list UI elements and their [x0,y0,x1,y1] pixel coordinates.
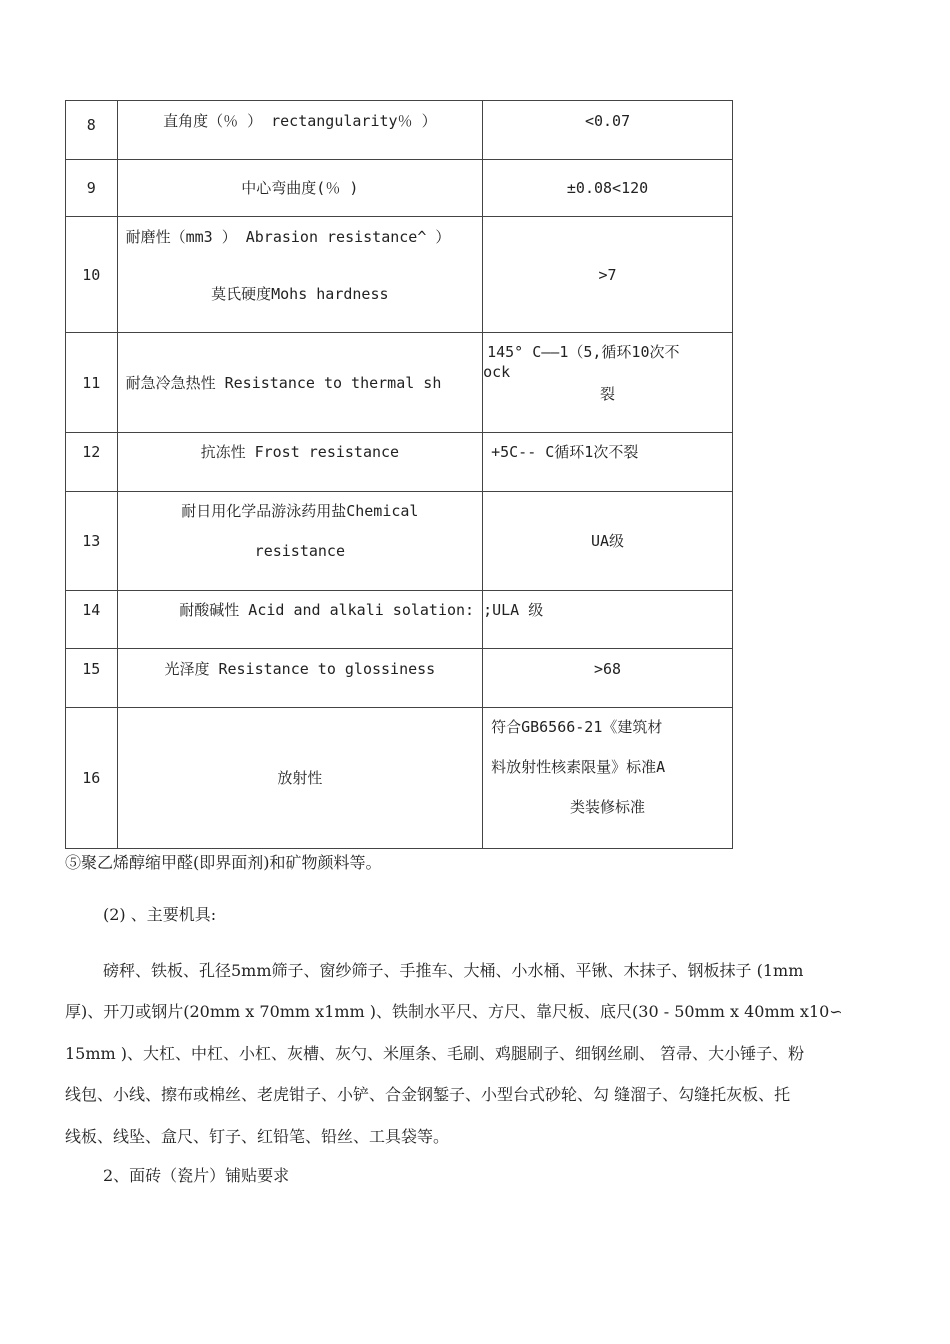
table-row [66,333,733,433]
value-cell [483,708,733,849]
section-heading-tools: (2) 、主要机具: [103,905,217,924]
value-cell: UA级 [483,492,733,591]
value-cell: ±0.08<120 [483,160,733,217]
row-number: 13 [66,492,118,591]
value-line: 145° C——1（5,循环10次不 [487,343,680,361]
row-number: 14 [66,591,118,649]
item-cell [117,217,482,333]
section-heading-tiling: 2、面砖（瓷片）铺贴要求 [103,1166,290,1185]
tools-line: 线包、小线、擦布或棉丝、老虎钳子、小铲、合金钢錾子、小型台式砂轮、勾 缝溜子、勾缝托灰板、托 [65,1085,791,1104]
item-line: resistance [254,542,345,560]
row-number: 11 [66,333,118,433]
value-line: 类装修标准 [570,798,646,816]
table-row [66,649,733,708]
item-cell: 直角度（％ ） rectangularity％ ） [117,101,482,160]
table-row [66,591,733,649]
table-row [66,217,733,333]
tools-line: 厚)、开刀或钢片(20mm x 70mm x1mm )、铁制水平尺、方尺、靠尺板、底尺(30 - 50mm x 40mm x10∽ [65,1002,843,1021]
value-cell: ;ULA 级 [483,591,733,649]
item-cell: 光泽度 Resistance to glossiness [117,649,482,708]
table-row [66,433,733,492]
table-row [66,101,733,160]
table-row [66,708,733,849]
item-line: 耐日用化学品游泳药用盐Chemical [181,502,419,520]
value-line: 料放射性核素限量》标准A [491,758,666,776]
row-number: 8 [66,101,118,160]
value-cell: >7 [483,217,733,333]
value-line: 裂 [600,385,616,403]
paragraph-materials: ⑤聚乙烯醇缩甲醛(即界面剂)和矿物颜料等。 [65,853,382,872]
tools-line: 线板、线坠、盒尺、钉子、红铅笔、铅丝、工具袋等。 [65,1127,450,1146]
item-cell: 抗冻性 Frost resistance [117,433,482,492]
table-row [66,160,733,217]
row-number: 10 [66,217,118,333]
item-cell: 中心弯曲度(％ ) [117,160,482,217]
item-cell [117,492,482,591]
row-number: 16 [66,708,118,849]
tools-line: 磅秤、铁板、孔径5mm筛子、窗纱筛子、手推车、大桶、小水桶、平锹、木抹子、钢板抹子 (1mm [103,961,804,980]
value-cell [483,333,733,433]
row-number: 9 [66,160,118,217]
value-cell: +5C-- C循环1次不裂 [483,433,733,492]
value-cell: >68 [483,649,733,708]
spec-table [65,100,733,849]
value-line: 符合GB6566-21《建筑材 [491,718,663,736]
item-line: 莫氏硬度Mohs hardness [211,285,389,303]
value-cell: <0.07 [483,101,733,160]
row-number: 12 [66,433,118,492]
tools-line: 15mm )、大杠、中杠、小杠、灰槽、灰勺、米厘条、毛刷、鸡腿刷子、细钢丝刷、 笤帚、大小锤子、粉 [65,1044,805,1063]
item-line: 耐磨性（mm3 ） Abrasion resistance^ ） [125,228,451,246]
table-row [66,492,733,591]
item-cell: 耐急冷急热性 Resistance to thermal sh [117,333,482,433]
value-line: ock [483,363,511,381]
row-number: 15 [66,649,118,708]
item-cell: 放射性 [117,708,482,849]
item-cell: 耐酸碱性 Acid and alkali solation: [117,591,482,649]
